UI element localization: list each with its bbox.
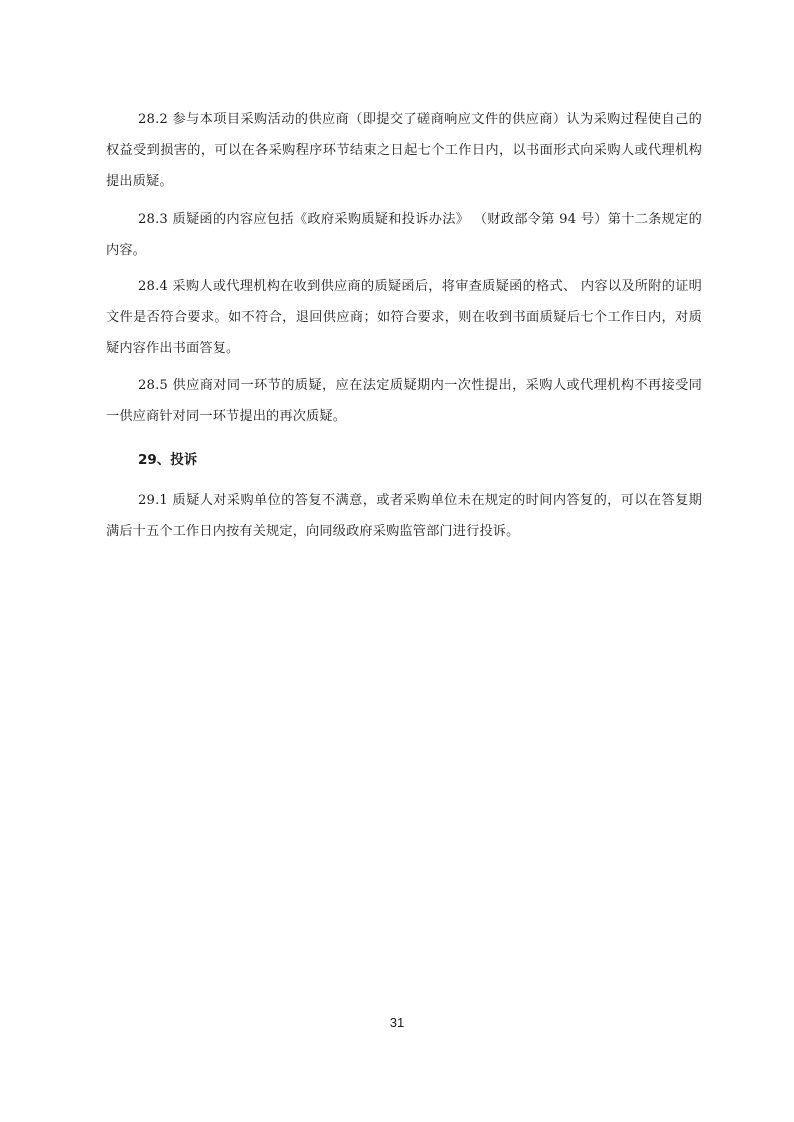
paragraph-28-2: 28.2 参与本项目采购活动的供应商（即提交了磋商响应文件的供应商）认为采购过程使自己的权益受到损害的，可以在各采购程序环节结束之日起七个工作日内，以书面形式向采购人或代理机构提出质疑。 <box>106 112 702 189</box>
paragraph-29-1: 29.1 质疑人对采购单位的答复不满意，或者采购单位未在规定的时间内答复的，可以在答复期满后十五个工作日内按有关规定，向同级政府采购监管部门进行投诉。 <box>106 493 702 539</box>
paragraph-28-4: 28.4 采购人或代理机构在收到供应商的质疑函后，将审查质疑函的格式、 内容以及所附的证明文件是否符合要求。如不符合，退回供应商；如符合要求，则在收到书面质疑后七个工作日内，对质疑内容作出书面答复。 <box>106 279 702 356</box>
page-number: 31 <box>389 1015 405 1030</box>
paragraph-28-3: 28.3 质疑函的内容应包括《政府采购质疑和投诉办法》 （财政部令第 94 号）第十二条规定的内容。 <box>106 212 702 258</box>
paragraph-28-5: 28.5 供应商对同一环节的质疑，应在法定质疑期内一次性提出，采购人或代理机构不再接受同一供应商针对同一环节提出的再次质疑。 <box>106 378 702 424</box>
section-heading-complaint: 29、投诉 <box>138 452 198 468</box>
